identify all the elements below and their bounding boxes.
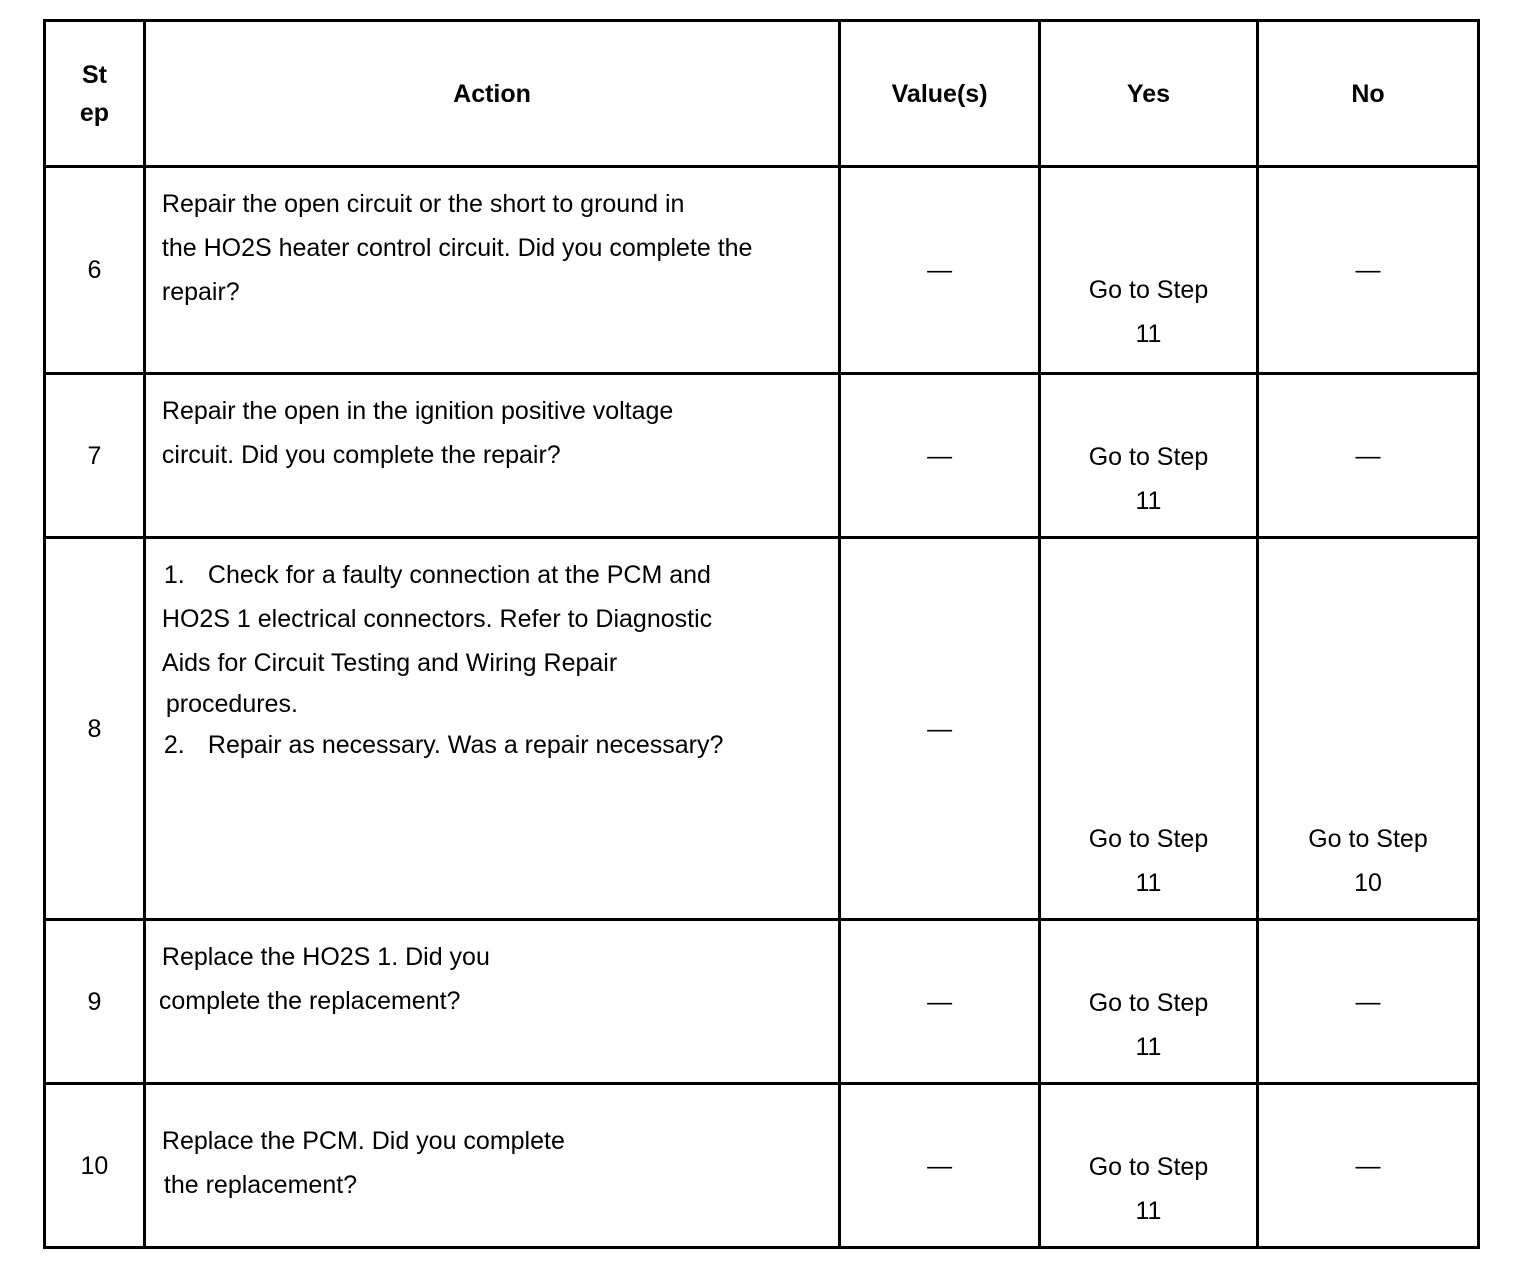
action-line: Repair as necessary. Was a repair necessary? <box>207 731 724 759</box>
action-cell <box>144 538 839 920</box>
action-line: the replacement? <box>163 1171 358 1199</box>
goto-label: Go to Step <box>1088 1153 1209 1181</box>
yes-goto <box>1041 981 1256 1069</box>
step-cell <box>45 167 145 374</box>
step-cell <box>45 538 145 920</box>
action-line: Check for a faulty connection at the PCM and <box>207 561 711 589</box>
action-line: HO2S 1 electrical connectors. Refer to Diagnostic <box>161 605 713 633</box>
goto-label: Go to Step <box>1088 825 1209 853</box>
yes-header: Yes <box>1039 21 1257 167</box>
action-cell <box>144 167 839 374</box>
action-line: Replace the PCM. Did you complete <box>161 1127 565 1155</box>
step-header-line1: St <box>81 60 107 89</box>
yes-cell <box>1039 920 1257 1084</box>
goto-label: Go to Step <box>1308 825 1428 853</box>
value-cell <box>840 167 1040 374</box>
action-line: circuit. Did you complete the repair? <box>161 441 561 469</box>
value-dash: — <box>927 1151 953 1180</box>
action-line: Aids for Circuit Testing and Wiring Repair <box>161 649 618 677</box>
goto-step: 11 <box>1135 869 1162 897</box>
no-dash: — <box>1355 441 1381 470</box>
yes-goto <box>1041 1145 1256 1233</box>
no-dash: — <box>1355 256 1381 284</box>
step-cell <box>45 374 145 538</box>
list-item <box>162 723 822 767</box>
diagnostic-table <box>43 19 1480 1249</box>
yes-goto <box>1041 435 1256 523</box>
header-row <box>45 21 1479 167</box>
step-number: 7 <box>87 441 102 470</box>
no-goto <box>1259 817 1477 905</box>
yes-cell <box>1039 1084 1257 1248</box>
value-cell <box>840 538 1040 920</box>
value-cell <box>840 1084 1040 1248</box>
action-line: procedures. <box>165 690 298 718</box>
action-line: repair? <box>161 278 240 306</box>
step-cell <box>45 920 145 1084</box>
list-item <box>162 553 822 597</box>
action-line: complete the replacement? <box>158 987 461 1015</box>
no-cell <box>1257 538 1478 920</box>
table-row <box>45 538 1479 920</box>
no-cell <box>1257 167 1478 374</box>
goto-step: 11 <box>1135 1197 1162 1225</box>
list-item <box>162 597 822 641</box>
step-number: 6 <box>87 256 102 284</box>
action-cell <box>144 920 839 1084</box>
goto-step: 11 <box>1135 320 1162 348</box>
goto-step: 10 <box>1354 869 1382 897</box>
goto-label: Go to Step <box>1088 443 1209 471</box>
value-cell <box>840 920 1040 1084</box>
table-row <box>45 167 1479 374</box>
value-dash: — <box>927 987 953 1016</box>
value-dash: — <box>927 256 953 284</box>
step-number: 10 <box>80 1151 109 1180</box>
table-row <box>45 920 1479 1084</box>
step-header <box>45 21 145 167</box>
action-line: Repair the open in the ignition positive voltage <box>161 397 674 425</box>
no-cell <box>1257 374 1478 538</box>
values-header: Value(s) <box>840 21 1040 167</box>
goto-step: 11 <box>1135 487 1162 515</box>
step-header-line2: ep <box>79 98 110 127</box>
action-header: Action <box>144 21 839 167</box>
list-item <box>162 685 822 723</box>
no-cell <box>1257 920 1478 1084</box>
no-cell <box>1257 1084 1478 1248</box>
yes-cell <box>1039 167 1257 374</box>
action-line: Replace the HO2S 1. Did you <box>161 943 490 971</box>
action-steps-list <box>162 553 822 767</box>
list-item <box>162 641 822 685</box>
value-dash: — <box>927 714 953 743</box>
action-line: Repair the open circuit or the short to ground in <box>161 190 685 218</box>
goto-label: Go to Step <box>1088 989 1209 1017</box>
value-dash: — <box>927 441 953 470</box>
yes-cell <box>1039 374 1257 538</box>
no-header: No <box>1257 21 1478 167</box>
action-cell <box>144 374 839 538</box>
list-number: 2. <box>163 731 185 759</box>
step-cell <box>45 1084 145 1248</box>
table-row <box>45 374 1479 538</box>
table-row <box>45 1084 1479 1248</box>
goto-label: Go to Step <box>1088 276 1209 304</box>
step-number: 9 <box>87 987 102 1016</box>
no-dash: — <box>1355 987 1381 1016</box>
yes-goto <box>1041 817 1256 905</box>
yes-cell <box>1039 538 1257 920</box>
step-number: 8 <box>87 714 102 743</box>
no-dash: — <box>1355 1151 1381 1180</box>
goto-step: 11 <box>1135 1033 1162 1061</box>
list-number: 1. <box>163 561 185 589</box>
yes-goto <box>1041 268 1256 356</box>
value-cell <box>840 374 1040 538</box>
action-cell <box>144 1084 839 1248</box>
action-line: the HO2S heater control circuit. Did you complete the <box>161 234 753 262</box>
